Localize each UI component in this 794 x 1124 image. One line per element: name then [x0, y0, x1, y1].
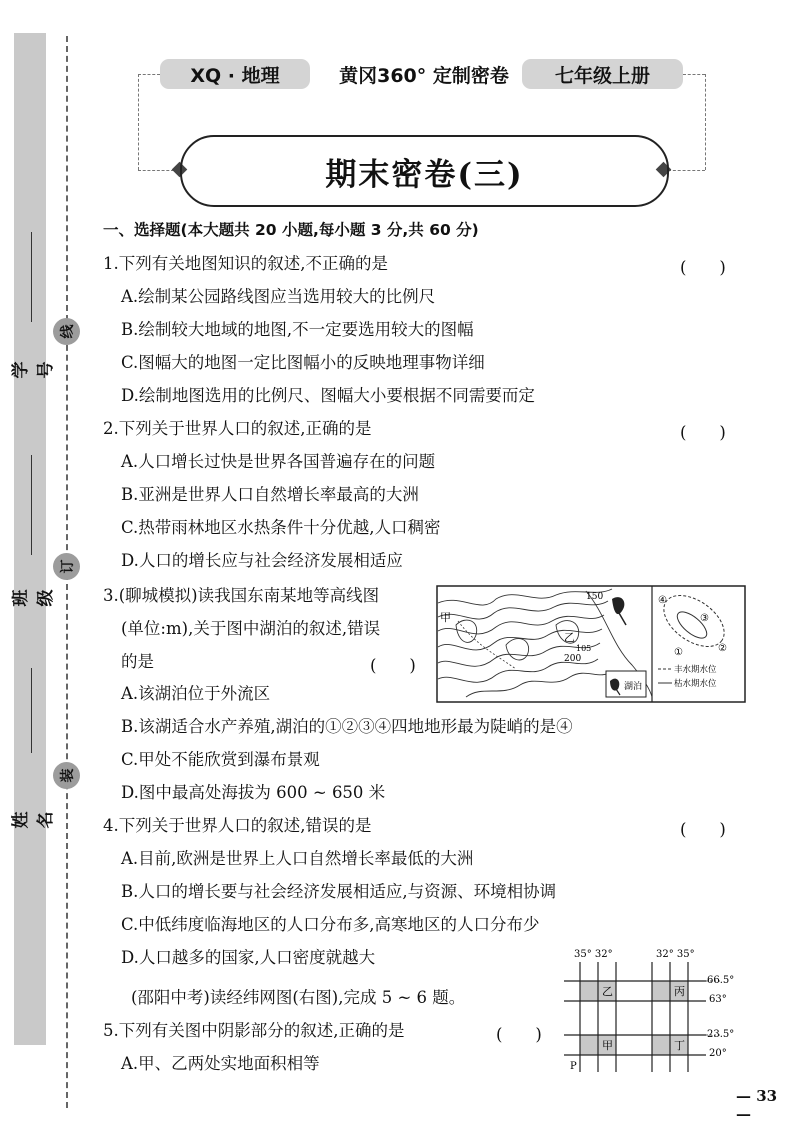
xuehao-label: 学号: [11, 361, 56, 379]
q3-option-a[interactable]: A.该湖泊位于外流区: [121, 684, 271, 703]
q3-stem-line2: (单位:m),关于图中湖泊的叙述,错误: [121, 619, 381, 638]
xingming-underline: [31, 668, 32, 753]
grid-label-jia: 甲: [602, 1039, 613, 1052]
header-dash-right-vertical: [705, 74, 706, 170]
q4-option-d[interactable]: D.人口越多的国家,人口密度就越大: [121, 948, 376, 967]
lat-long-grid-figure: [560, 944, 740, 1072]
q2-stem: 2.下列关于世界人口的叙述,正确的是: [103, 419, 372, 438]
q4-option-c[interactable]: C.中低纬度临海地区的人口分布多,高寒地区的人口分布少: [121, 915, 540, 934]
binding-circle-zhuang: 装: [53, 762, 80, 789]
q5-6-intro: (邵阳中考)读经纬网图(右图),完成 5 ~ 6 题。: [131, 988, 466, 1007]
xuehao-underline: [31, 232, 32, 322]
page-title: 期末密卷(三): [180, 135, 669, 207]
lake-point-2: ②: [718, 643, 727, 654]
contour-map-figure: [436, 585, 746, 703]
contour-label-yi: 乙: [564, 631, 575, 644]
q3-stem-line1: 3.(聊城模拟)读我国东南某地等高线图: [103, 586, 380, 605]
lake-point-3: ③: [700, 613, 709, 624]
q3-option-c[interactable]: C.甲处不能欣赏到瀑布景观: [121, 750, 320, 769]
q3-stem-line3: 的是: [121, 652, 154, 671]
lake-point-4: ④: [658, 595, 667, 606]
q2-answer-paren[interactable]: ( ): [680, 423, 726, 442]
contour-label-150: 150: [586, 592, 604, 602]
header-dash-right-bottom: [668, 170, 705, 171]
grid-lat-20: 20°: [709, 1048, 727, 1059]
q2-option-d[interactable]: D.人口的增长应与社会经济发展相适应: [121, 551, 403, 570]
grid-lat-63: 63°: [709, 994, 727, 1005]
grade-pill: 七年级上册: [522, 59, 683, 89]
grid-label-yi: 乙: [602, 985, 613, 998]
grid-label-ding: 丁: [674, 1039, 685, 1052]
q4-option-b[interactable]: B.人口的增长要与社会经济发展相适应,与资源、环境相协调: [121, 882, 557, 901]
grid-lat-235: 23.5°: [707, 1029, 735, 1040]
q3-option-d[interactable]: D.图中最高处海拔为 600 ~ 650 米: [121, 783, 386, 802]
q4-answer-paren[interactable]: ( ): [680, 820, 726, 839]
section-heading: 一、选择题(本大题共 20 小题,每小题 3 分,共 60 分): [103, 221, 479, 239]
header-dash-right: [683, 74, 705, 75]
q4-option-a[interactable]: A.目前,欧洲是世界上人口自然增长率最低的大洲: [121, 849, 474, 868]
q2-option-c[interactable]: C.热带雨林地区水热条件十分优越,人口稠密: [121, 518, 441, 537]
contour-label-jia: 甲: [440, 611, 451, 624]
q4-stem: 4.下列关于世界人口的叙述,错误的是: [103, 816, 372, 835]
lake-legend-label: 湖泊: [624, 682, 643, 692]
xingming-label: 姓名: [11, 811, 56, 829]
binding-circle-xian: 线: [53, 318, 80, 345]
q5-option-a[interactable]: A.甲、乙两处实地面积相等: [121, 1054, 320, 1073]
q3-answer-paren[interactable]: ( ): [370, 656, 416, 675]
page-number: — 33 —: [736, 1087, 778, 1123]
grid-label-p: P: [570, 1061, 577, 1072]
contour-label-200: 200: [564, 654, 582, 664]
q1-answer-paren[interactable]: ( ): [680, 258, 726, 277]
q3-option-b[interactable]: B.该湖适合水产养殖,湖泊的①②③④四地地形最为陡峭的是④: [121, 717, 573, 736]
header-dash-left-bottom: [138, 170, 174, 171]
q1-stem: 1.下列有关地图知识的叙述,不正确的是: [103, 254, 388, 273]
q1-option-c[interactable]: C.图幅大的地图一定比图幅小的反映地理事物详细: [121, 353, 485, 372]
contour-label-105: 105: [576, 644, 592, 653]
grid-lat-665: 66.5°: [707, 975, 735, 986]
q5-stem: 5.下列有关图中阴影部分的叙述,正确的是: [103, 1021, 405, 1040]
legend-low-water: 枯水期水位: [674, 679, 717, 689]
header-dash-left: [138, 74, 160, 75]
header-dash-left-vertical: [138, 74, 139, 170]
q1-option-a[interactable]: A.绘制某公园路线图应当选用较大的比例尺: [121, 287, 436, 306]
banji-underline: [31, 455, 32, 555]
q1-option-b[interactable]: B.绘制较大地域的地图,不一定要选用较大的图幅: [121, 320, 474, 339]
grid-top-right-label: 32° 35°: [656, 949, 695, 960]
legend-high-water: 丰水期水位: [674, 665, 717, 675]
series-title: 黄冈360° 定制密卷: [339, 64, 509, 87]
lake-point-1: ①: [674, 647, 683, 658]
binding-strip: [14, 33, 46, 1045]
q1-option-d[interactable]: D.绘制地图选用的比例尺、图幅大小要根据不同需要而定: [121, 386, 535, 405]
binding-circle-ding: 订: [53, 553, 80, 580]
subject-pill: XQ · 地理: [160, 59, 310, 89]
grid-top-left-label: 35° 32°: [574, 949, 613, 960]
q5-answer-paren[interactable]: ( ): [496, 1025, 542, 1044]
q2-option-b[interactable]: B.亚洲是世界人口自然增长率最高的大洲: [121, 485, 419, 504]
q2-option-a[interactable]: A.人口增长过快是世界各国普遍存在的问题: [121, 452, 436, 471]
banji-label: 班级: [11, 589, 56, 607]
grid-label-bing: 丙: [674, 985, 685, 998]
